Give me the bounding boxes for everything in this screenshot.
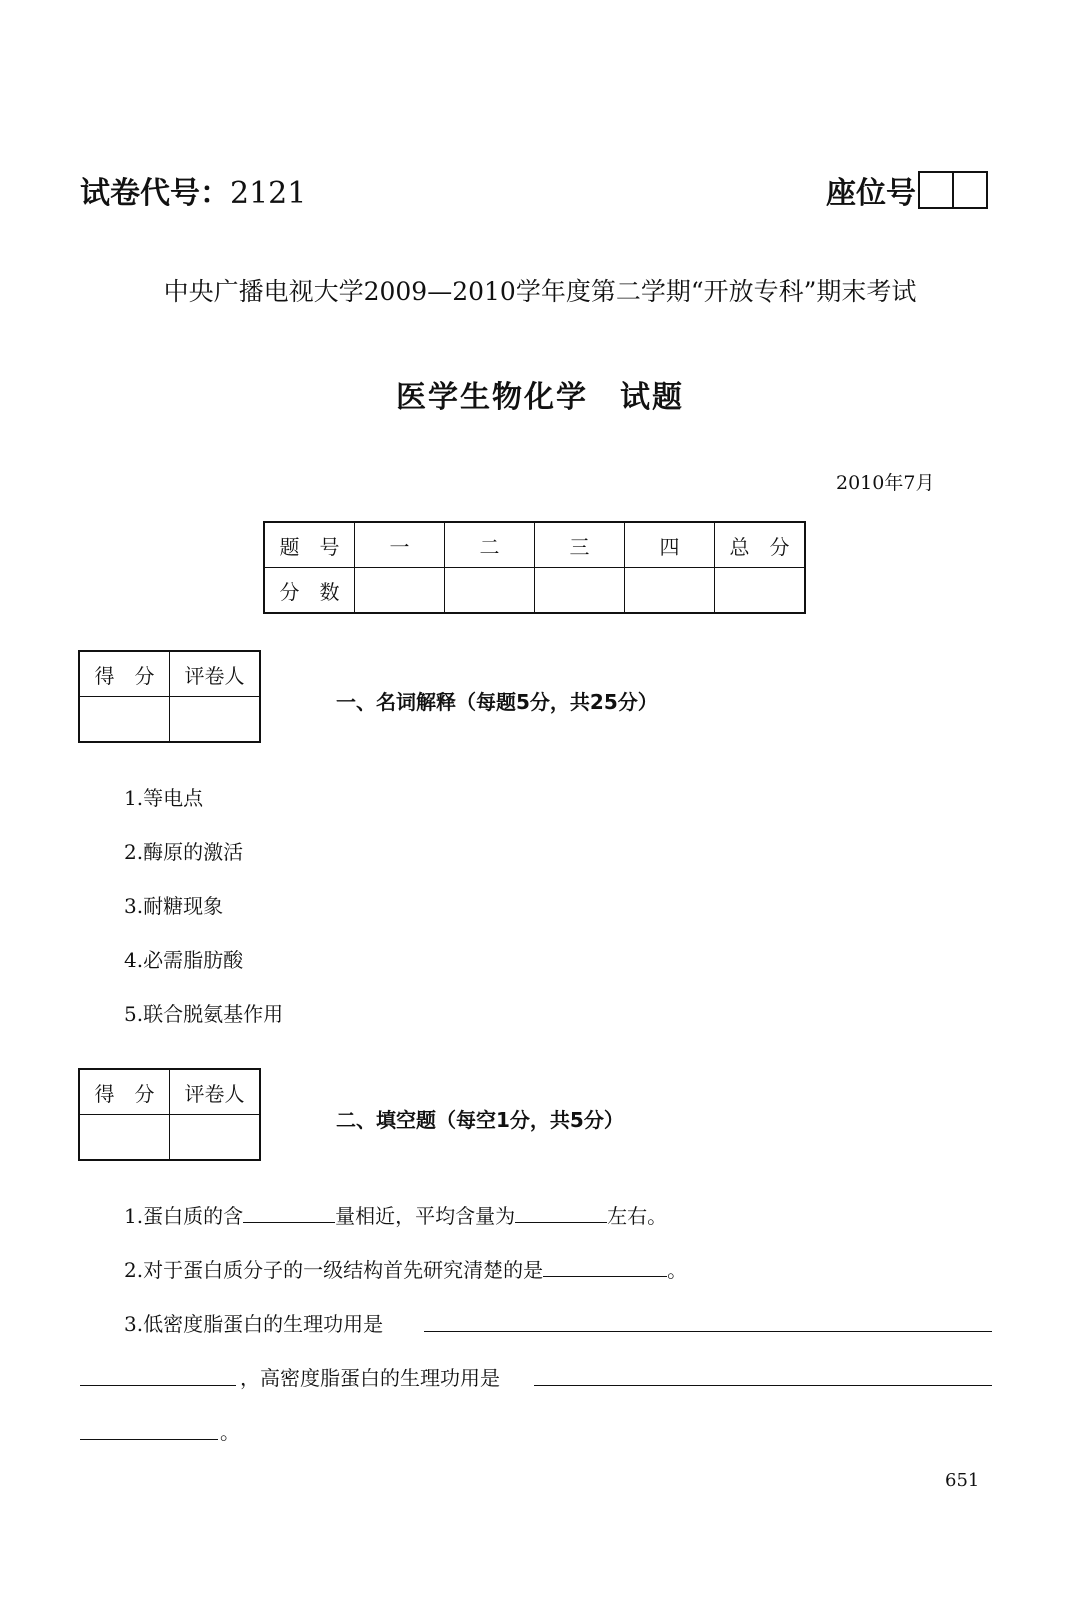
answer-blank[interactable] <box>80 1439 218 1440</box>
score-table-cell: 三 <box>535 522 625 568</box>
answer-blank[interactable] <box>243 1202 335 1223</box>
score-entry-cell[interactable] <box>715 568 806 614</box>
score-table-cell: 题 号 <box>264 522 355 568</box>
score-table-cell: 分 数 <box>264 568 355 614</box>
seat-number <box>826 168 988 212</box>
fill-question-2: 2.对于蛋白质分子的一级结构首先研究清楚的是 。 <box>124 1258 688 1282</box>
score-table-cell: 二 <box>445 522 535 568</box>
exam-date: 2010年7月 <box>836 472 935 494</box>
score-entry-cell[interactable] <box>445 568 535 614</box>
section2-title: 二、填空题（每空1分，共5分） <box>336 1108 624 1132</box>
grader-entry-cell[interactable] <box>170 697 261 743</box>
score-table <box>263 521 806 614</box>
score-table-cell: 一 <box>355 522 445 568</box>
fill-question-3-end: 。 <box>220 1420 240 1444</box>
exam-name: 中央广播电视大学2009—2010学年度第二学期“开放专科”期末考试 <box>163 277 917 306</box>
list-item: 4.必需脂肪酸 <box>124 948 244 972</box>
seat-number-boxes[interactable] <box>918 171 988 209</box>
seat-label: 座位号 <box>826 176 916 211</box>
grader-label: 评卷人 <box>170 651 261 697</box>
score-table-header-row <box>264 522 805 568</box>
answer-blank[interactable] <box>543 1256 667 1277</box>
grader-box-2 <box>78 1068 261 1161</box>
paper-code-number: 2121 <box>230 176 307 211</box>
grader-entry-cell[interactable] <box>170 1115 261 1161</box>
score-entry-cell[interactable] <box>79 1115 170 1161</box>
answer-blank[interactable] <box>515 1202 607 1223</box>
list-item: 3.耐糖现象 <box>124 894 224 918</box>
fill-question-1: 1.蛋白质的含 量相近，平均含量为 左右。 <box>124 1204 668 1228</box>
score-entry-cell[interactable] <box>625 568 715 614</box>
exam-title: 医学生物化学 试题 <box>396 380 684 415</box>
paper-code-label: 试卷代号： <box>80 176 230 211</box>
fill-question-3-part-2: ，高密度脂蛋白的生理功用是 <box>240 1366 500 1390</box>
list-item: 2.酶原的激活 <box>124 840 244 864</box>
paper-code <box>80 168 306 212</box>
score-entry-cell[interactable] <box>79 697 170 743</box>
fill-question-3: 3.低密度脂蛋白的生理功用是 <box>124 1312 384 1336</box>
answer-blank[interactable] <box>424 1331 992 1332</box>
score-table-cell: 四 <box>625 522 715 568</box>
score-entry-cell[interactable] <box>535 568 625 614</box>
score-table-cell: 总 分 <box>715 522 806 568</box>
section1-title: 一、名词解释（每题5分，共25分） <box>336 690 658 714</box>
list-item: 1.等电点 <box>124 786 204 810</box>
answer-blank[interactable] <box>80 1385 236 1386</box>
score-table-score-row <box>264 568 805 614</box>
grader-label: 评卷人 <box>170 1069 261 1115</box>
list-item: 5.联合脱氨基作用 <box>124 1002 284 1026</box>
score-label: 得 分 <box>79 1069 170 1115</box>
answer-blank[interactable] <box>534 1385 992 1386</box>
grader-box-1 <box>78 650 261 743</box>
page-number: 651 <box>945 1470 980 1491</box>
score-label: 得 分 <box>79 651 170 697</box>
score-entry-cell[interactable] <box>355 568 445 614</box>
